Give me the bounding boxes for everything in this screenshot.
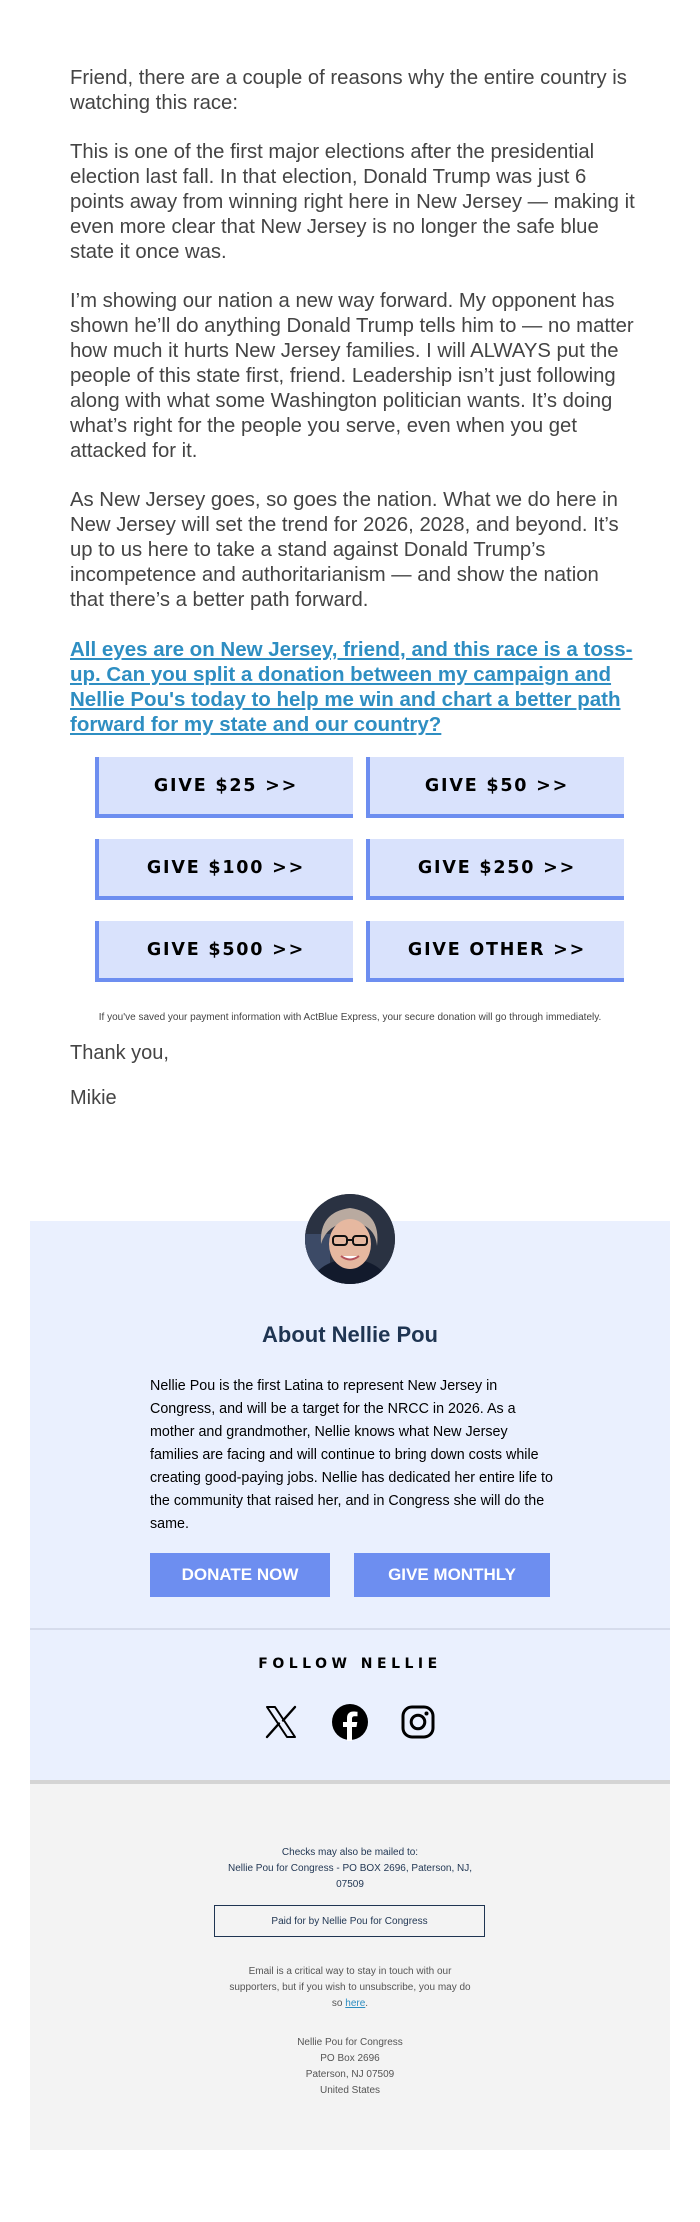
footer-address-line: PO Box 2696	[320, 2053, 380, 2064]
give-25-button[interactable]: GIVE $25 >>	[95, 757, 353, 818]
actblue-express-note: If you've saved your payment information with ActBlue Express, your secure donation will go through immediately.	[98, 1012, 602, 1023]
avatar	[305, 1194, 395, 1284]
email-info-suffix: .	[365, 1998, 369, 2009]
checks-address-line: Nellie Pou for Congress - PO BOX 2696, Paterson, NJ,	[228, 1863, 472, 1874]
give-500-button[interactable]: GIVE $500 >>	[95, 921, 353, 982]
facebook-icon[interactable]	[330, 1702, 370, 1742]
give-monthly-button[interactable]: GIVE MONTHLY	[354, 1553, 550, 1597]
give-250-button[interactable]: GIVE $250 >>	[366, 839, 624, 900]
email-body	[70, 66, 635, 767]
body-paragraph: As New Jersey goes, so goes the nation. What we do here in New Jersey will set the trend for 2026, 2028, and beyond. It’s up to us here to take a stand against Donald Trump’s incompetence and authoritarianism — and show the nation that there’s a better path forward.	[70, 489, 619, 611]
checks-mail-line: Checks may also be mailed to:	[281, 1847, 419, 1858]
email-info-line	[0, 1996, 700, 2012]
unsubscribe-link[interactable]: here	[345, 1998, 366, 2009]
body-paragraph: Friend, there are a couple of reasons why the entire country is watching this race:	[70, 67, 627, 114]
email-info-prefix: so	[331, 1998, 343, 2009]
paid-for-box	[214, 1905, 485, 1937]
x-icon[interactable]	[261, 1702, 301, 1742]
footer-address-line: Nellie Pou for Congress	[297, 2037, 403, 2048]
give-100-button[interactable]: GIVE $100 >>	[95, 839, 353, 900]
about-title: About Nellie Pou	[262, 1322, 438, 1347]
follow-title: FOLLOW NELLIE	[258, 1656, 442, 1672]
paid-for-text: Paid for by Nellie Pou for Congress	[271, 1915, 428, 1927]
give-50-button[interactable]: GIVE $50 >>	[366, 757, 624, 818]
donate-now-button[interactable]: DONATE NOW	[150, 1553, 330, 1597]
email-info-line: supporters, but if you wish to unsubscribe, you may do	[229, 1982, 471, 1993]
signoff-thanks: Thank you,	[70, 1042, 169, 1064]
footer-address-line: Paterson, NJ 07509	[305, 2069, 395, 2080]
email-info-line: Email is a critical way to stay in touch with our	[248, 1966, 452, 1977]
body-paragraph: I’m showing our nation a new way forward. My opponent has shown he’ll do anything Donald Trump tells him to — no matter how much it hurts New Jersey families. I will ALWAYS put the people of this state first, friend. Leadership isn’t just following along with what some Washington politician wants. It’s doing what’s right for the people you serve, even when you get attacked for it.	[70, 290, 634, 462]
footer-address-line: United States	[319, 2085, 381, 2096]
panel-divider	[30, 1628, 670, 1630]
instagram-icon[interactable]	[398, 1702, 438, 1742]
body-paragraph: This is one of the first major elections after the presidential election last fall. In that election, Donald Trump was just 6 points away from winning right here in New Jersey — making it even more clear that New Jersey is no longer the safe blue state it once was.	[70, 141, 635, 263]
donation-cta-link[interactable]: All eyes are on New Jersey, friend, and this race is a toss-up. Can you split a donation between my campaign and Nellie Pou's today to help me win and chart a better path forward for my state and our country?	[70, 638, 633, 736]
about-bio: Nellie Pou is the first Latina to represent New Jersey in Congress, and will be a target for the NRCC in 2026. As a mother and grandmother, Nellie knows what New Jersey families are facing and will continue to bring down costs while creating good-paying jobs. Nellie has dedicated her entire life to the community that raised her, and in Congress she will do the same.	[150, 1378, 553, 1532]
signoff-name: Mikie	[70, 1087, 117, 1109]
give-other-button[interactable]: GIVE OTHER >>	[366, 921, 624, 982]
checks-zip-line: 07509	[336, 1879, 364, 1890]
